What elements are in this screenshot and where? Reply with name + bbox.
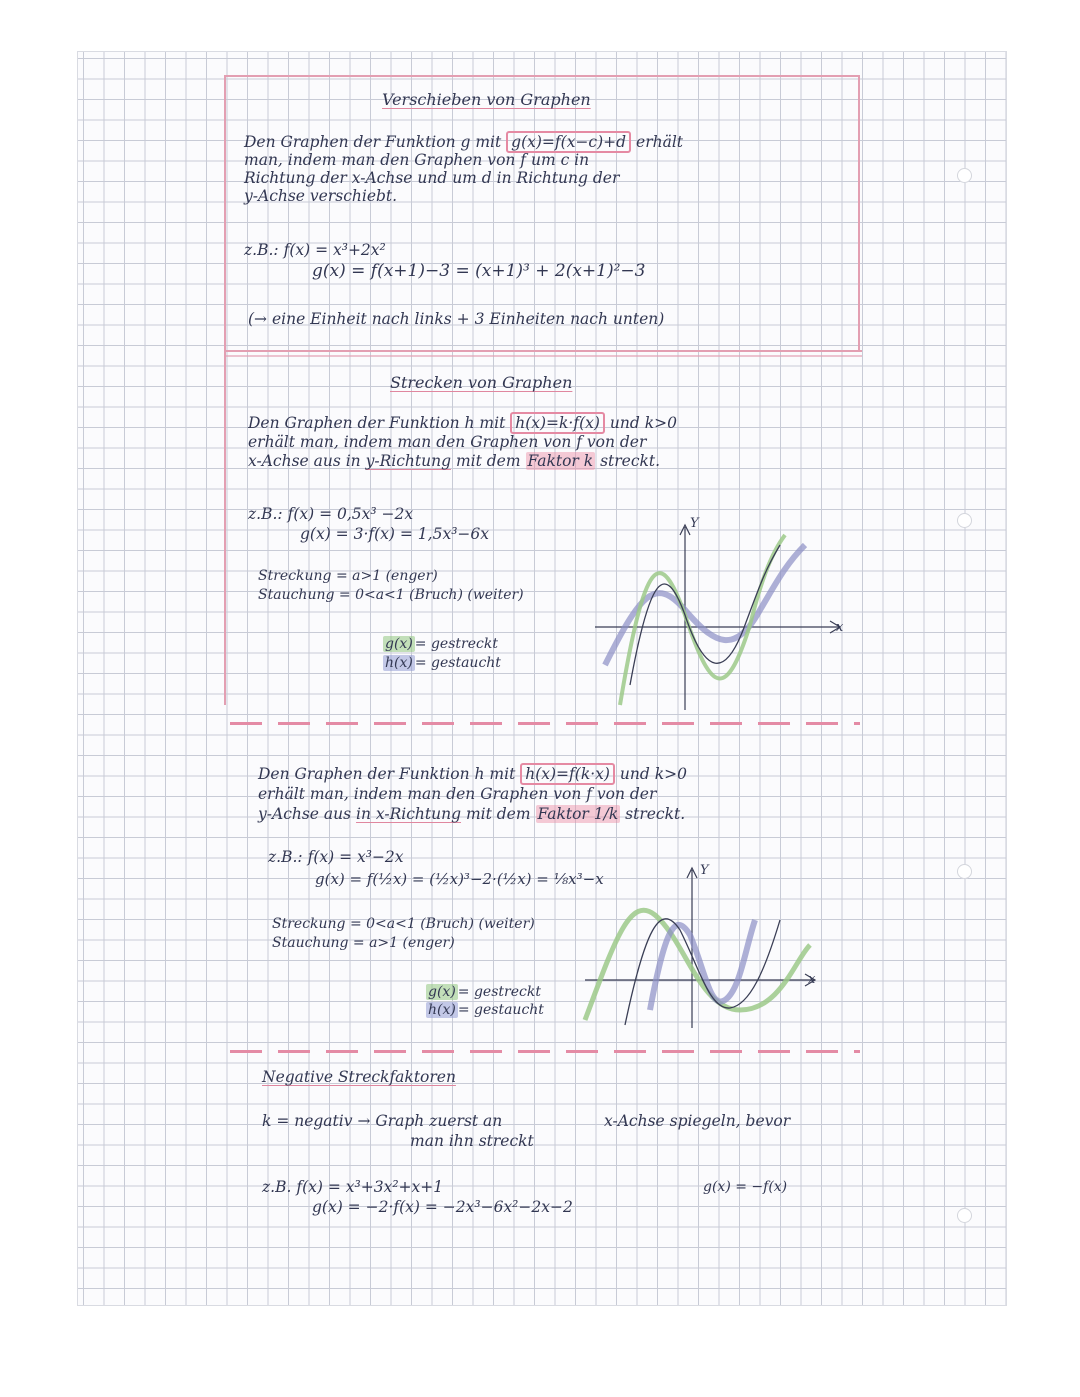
formula-box: h(x)=f(k·x) xyxy=(520,763,615,785)
s4-line-2: man ihn streckt xyxy=(410,1132,534,1150)
axis-label-x: x xyxy=(808,972,816,987)
dashed-divider xyxy=(230,1050,860,1053)
graph-strecken-x xyxy=(570,860,855,1035)
punch-hole xyxy=(957,864,972,879)
s4-line-1b: x-Achse spiegeln, bevor xyxy=(604,1112,791,1130)
s3-line-2: erhält man, indem man den Graphen von f von der xyxy=(258,785,657,803)
s1-line-1: Den Graphen der Funktion g mit g(x)=f(x−c)+d erhält xyxy=(244,133,684,151)
s3-example-2: g(x) = f(½x) = (½x)³−2·(½x) = ⅛x³−x xyxy=(315,870,604,888)
s4-example: z.B. f(x) = x³+3x²+x+1 xyxy=(262,1178,444,1196)
s2-example-2: g(x) = 3·f(x) = 1,5x³−6x xyxy=(300,525,489,543)
formula-box: h(x)=k·f(x) xyxy=(510,412,605,434)
s1-line-3: Richtung der x-Achse und um d in Richtung der xyxy=(244,169,620,187)
margin-line xyxy=(224,75,226,705)
punch-hole xyxy=(957,513,972,528)
notebook-paper xyxy=(78,52,1006,1305)
s3-streckung: Streckung = 0<a<1 (Bruch) (weiter) xyxy=(272,916,535,932)
section-title-verschieben: Verschieben von Graphen xyxy=(382,90,591,109)
s3-stauchung: Stauchung = a>1 (enger) xyxy=(272,935,455,951)
s2-example: z.B.: f(x) = 0,5x³ −2x xyxy=(248,505,414,523)
s1-line-4: y-Achse verschiebt. xyxy=(244,187,398,205)
s2-line-2: erhält man, indem man den Graphen von f von der xyxy=(248,433,647,451)
s4-example-2: g(x) = −2·f(x) = −2x³−6x²−2x−2 xyxy=(312,1198,573,1216)
s3-example: z.B.: f(x) = x³−2x xyxy=(268,848,404,866)
s3-legend-g: g(x) = gestreckt xyxy=(428,984,541,1000)
punch-hole xyxy=(957,1208,972,1223)
axis-label-y: Y xyxy=(700,863,709,878)
s2-legend-h: h(x) = gestaucht xyxy=(385,655,501,671)
s3-legend-h: h(x) = gestaucht xyxy=(428,1002,544,1018)
s1-line-2: man, indem man den Graphen von f um c in xyxy=(244,151,590,169)
axis-label-x: x xyxy=(836,620,844,635)
graph-strecken-y xyxy=(585,515,855,715)
s1-example-2: g(x) = f(x+1)−3 = (x+1)³ + 2(x+1)²−3 xyxy=(312,261,646,281)
s3-line-1: Den Graphen der Funktion h mit h(x)=f(k·x) und k>0 xyxy=(258,765,687,783)
s2-line-3: x-Achse aus in y-Richtung mit dem Faktor k streckt. xyxy=(248,452,661,470)
axis-label-y: Y xyxy=(690,516,699,531)
s4-line-1: k = negativ → Graph zuerst an xyxy=(262,1112,503,1130)
s3-line-3: y-Achse aus in x-Richtung mit dem Faktor 1/k streckt. xyxy=(258,805,686,823)
section-divider xyxy=(224,355,862,357)
dashed-divider xyxy=(230,722,860,725)
section-title-strecken: Strecken von Graphen xyxy=(390,373,573,392)
punch-hole xyxy=(957,168,972,183)
s1-note: (→ eine Einheit nach links + 3 Einheiten nach unten) xyxy=(248,310,665,328)
s2-stauchung: Stauchung = 0<a<1 (Bruch) (weiter) xyxy=(258,587,524,603)
formula-box: g(x)=f(x−c)+d xyxy=(506,131,631,153)
s2-streckung: Streckung = a>1 (enger) xyxy=(258,568,438,584)
s4-side-note: g(x) = −f(x) xyxy=(703,1179,788,1195)
s1-example: z.B.: f(x) = x³+2x² xyxy=(244,241,386,259)
section-frame-top xyxy=(224,75,860,77)
s2-legend-g: g(x) = gestreckt xyxy=(385,636,498,652)
section-divider xyxy=(224,350,862,352)
s2-line-1: Den Graphen der Funktion h mit h(x)=k·f(x) und k>0 xyxy=(248,414,677,432)
margin-line xyxy=(858,75,860,350)
section-title-negative: Negative Streckfaktoren xyxy=(262,1068,456,1086)
